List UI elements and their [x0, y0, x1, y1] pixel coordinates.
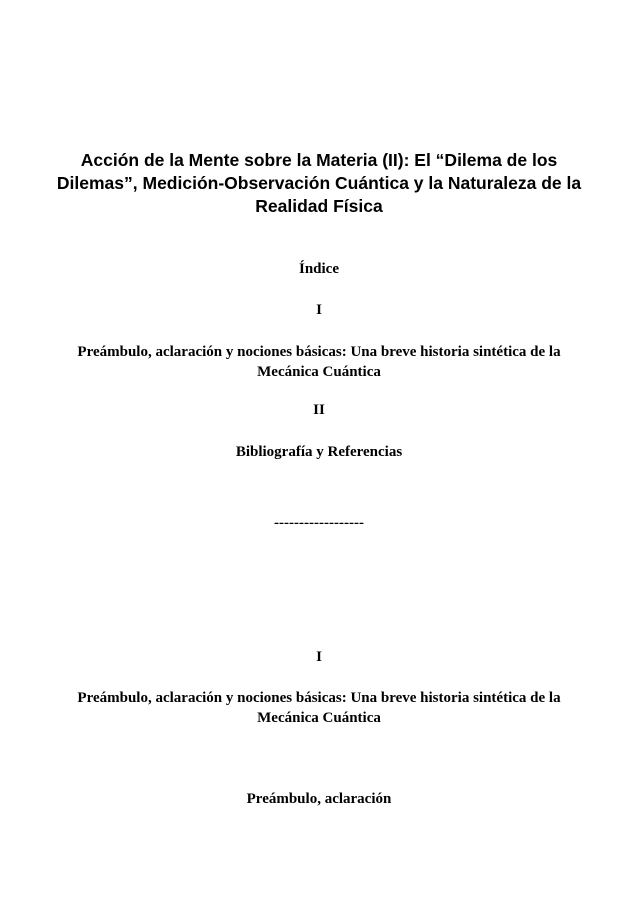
- separator: ------------------: [274, 515, 364, 531]
- index-heading: Índice: [298, 261, 339, 277]
- index-section-numeral: II: [313, 402, 325, 418]
- body-section-title: Preámbulo, aclaración y nociones básicas: Una breve historia sintética de la Mecánica Cuántica: [77, 690, 561, 726]
- body-subsection-title: Preámbulo, aclaración: [246, 791, 392, 807]
- index-section-title: Bibliografía y Referencias: [235, 444, 403, 460]
- index-section-title: Preámbulo, aclaración y nociones básicas: Una breve historia sintética de la Mecánica Cuántica: [77, 344, 561, 380]
- body-section-numeral: I: [316, 649, 322, 665]
- index-section-numeral: I: [316, 302, 322, 318]
- document-title: Acción de la Mente sobre la Materia (II): El “Dilema de los Dilemas”, Medición-Observación Cuántica y la Naturaleza de la Realidad Física: [56, 150, 582, 216]
